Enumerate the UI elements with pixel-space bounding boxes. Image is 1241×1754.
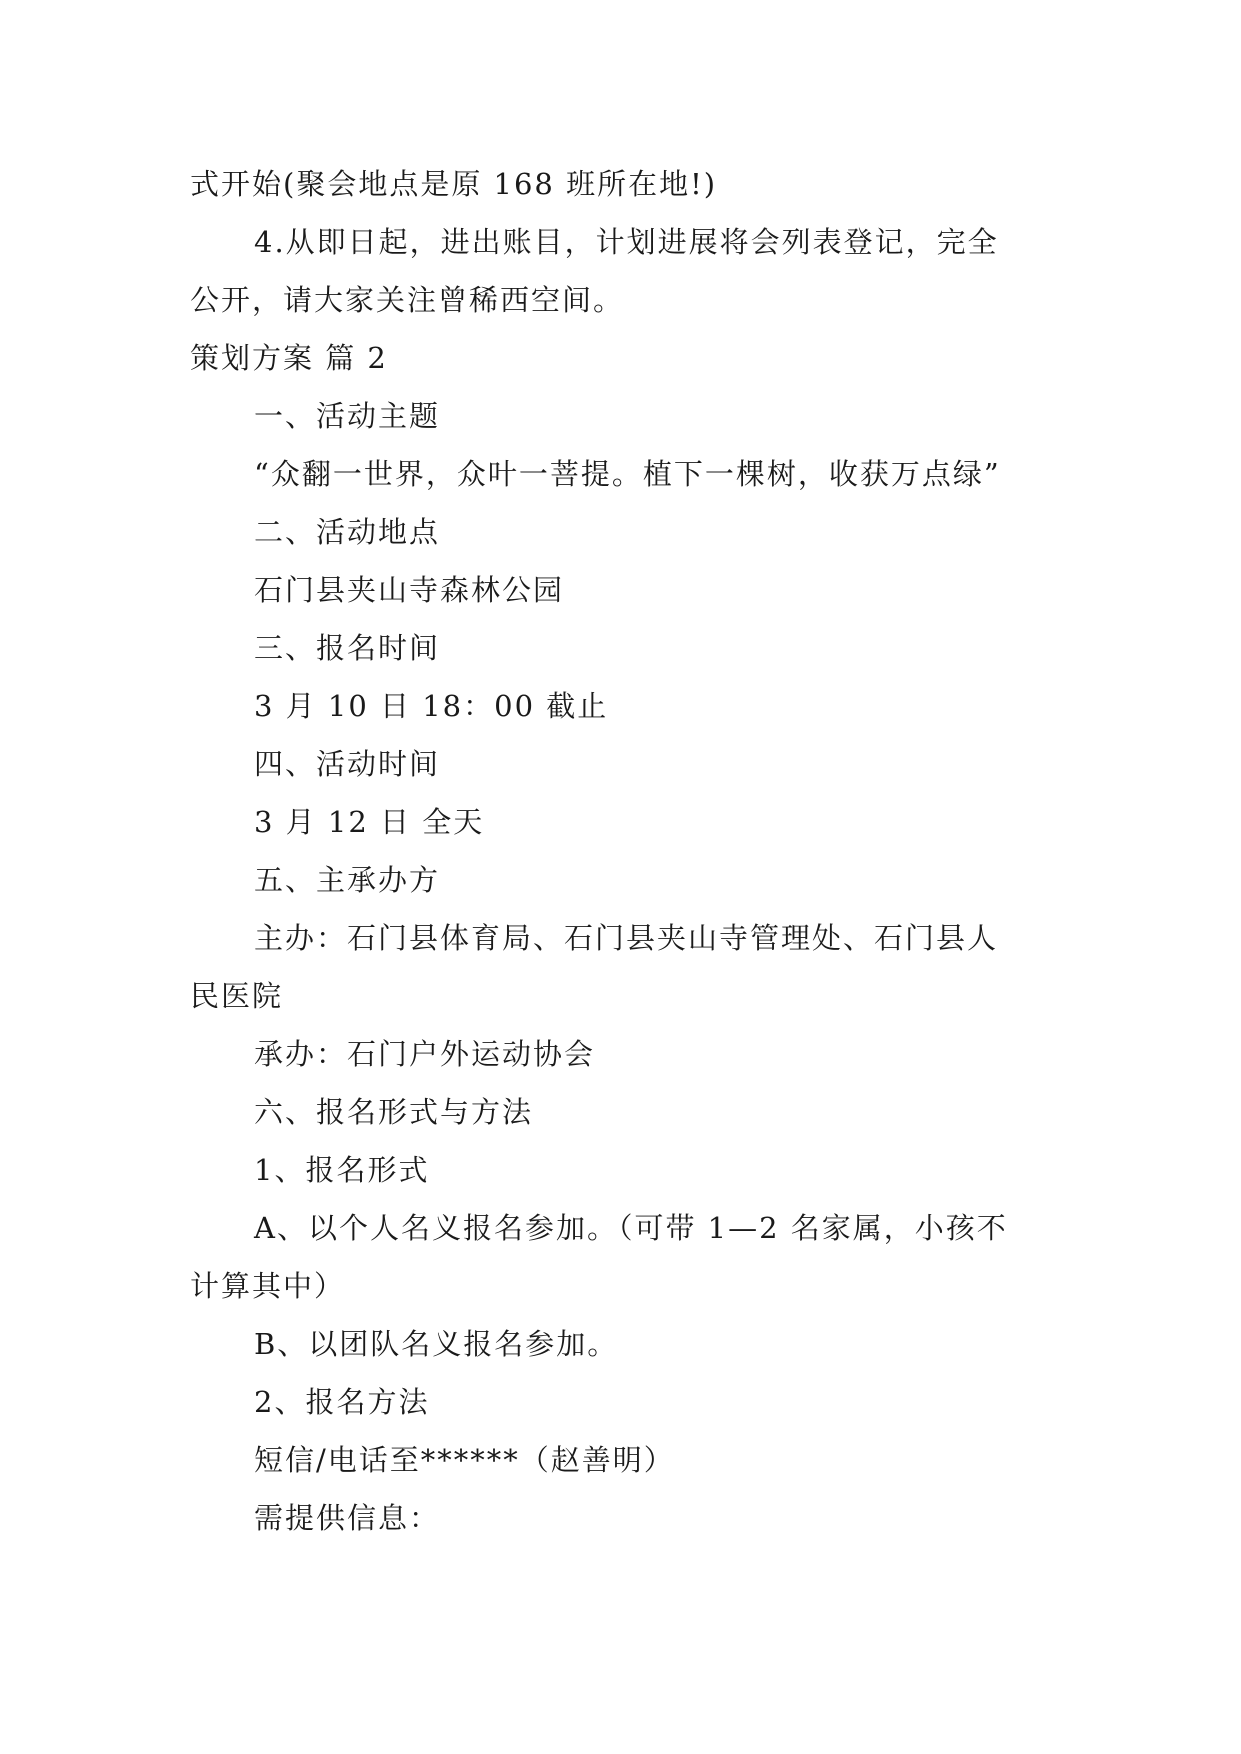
paragraph-line: 1、报名形式	[254, 1153, 430, 1187]
subsection-heading: 四、活动时间	[254, 747, 441, 781]
subsection-heading: 五、主承办方	[254, 863, 441, 897]
paragraph-line: A、以个人名义报名参加。（可带 1—2 名家属，小孩不	[254, 1211, 1008, 1245]
paragraph-line: 民医院	[190, 979, 284, 1013]
paragraph-line: 4.从即日起，进出账目，计划进展将会列表登记，完全	[254, 225, 999, 259]
subsection-heading: 一、活动主题	[254, 399, 441, 433]
paragraph-line: 计算其中）	[190, 1269, 346, 1303]
document-body	[190, 155, 1050, 1547]
paragraph-line: 承办：石门户外运动协会	[254, 1037, 596, 1071]
paragraph-line: 公开，请大家关注曾稀西空间。	[190, 283, 625, 317]
subsection-heading: 二、活动地点	[254, 515, 441, 549]
section-heading: 策划方案 篇 2	[190, 341, 388, 375]
paragraph-line: 石门县夹山寺森林公园	[254, 573, 565, 607]
subsection-heading: 三、报名时间	[254, 631, 441, 665]
paragraph-line: 短信/电话至******（赵善明）	[254, 1443, 675, 1477]
paragraph-line: 主办：石门县体育局、石门县夹山寺管理处、石门县人	[254, 921, 999, 955]
paragraph-line: 3 月 10 日 18：00 截止	[254, 689, 609, 723]
paragraph-line: 3 月 12 日 全天	[254, 805, 485, 839]
paragraph-line: 需提供信息：	[254, 1501, 441, 1535]
subsection-heading: 六、报名形式与方法	[254, 1095, 534, 1129]
paragraph-line: “众翻一世界，众叶一菩提。植下一棵树，收获万点绿”	[254, 457, 1001, 491]
paragraph-line: 2、报名方法	[254, 1385, 430, 1419]
paragraph-line: 式开始(聚会地点是原 168 班所在地!)	[190, 167, 718, 201]
paragraph-line: B、以团队名义报名参加。	[254, 1327, 619, 1361]
